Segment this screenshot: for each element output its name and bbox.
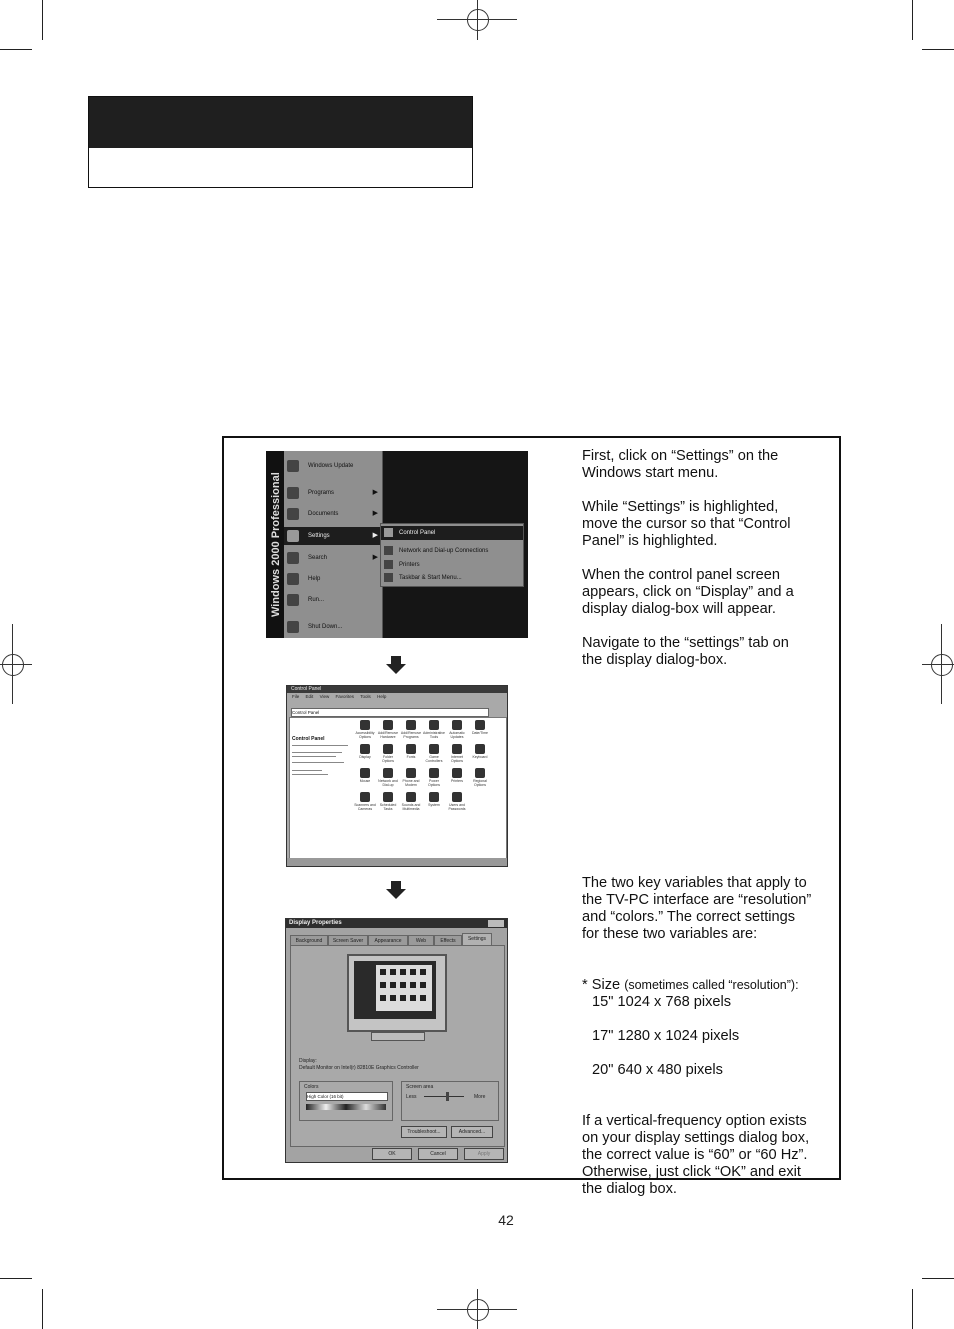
applet-icon <box>452 768 462 778</box>
applet-label: Fonts <box>406 755 416 759</box>
preview-desktop-icon <box>390 995 396 1001</box>
control-panel-titlebar: Control Panel <box>287 686 507 693</box>
instructions-bottom <box>582 875 827 1215</box>
submenu-item-network[interactable]: Network and Dial-up Connections <box>381 544 523 558</box>
network-icon <box>384 546 393 555</box>
crop-mark <box>912 0 913 40</box>
size-20: 20" 640 x 480 pixels <box>592 1062 723 1078</box>
size-settings <box>582 960 827 1096</box>
preview-desktop-icon <box>400 969 406 975</box>
tab-appearance[interactable]: Appearance <box>368 935 408 946</box>
start-menu-banner <box>266 451 284 638</box>
size-note: (sometimes called “resolution”): <box>624 978 799 992</box>
applet-label: Printers <box>450 779 464 783</box>
taskbar-icon <box>384 573 393 582</box>
control-panel-icon-item[interactable] <box>446 768 468 790</box>
help-icon <box>287 573 299 585</box>
tab-effects[interactable]: Effects <box>434 935 462 946</box>
start-menu-item-programs[interactable]: Programs ▶ <box>284 484 382 502</box>
start-menu-item-search[interactable]: Search ▶ <box>284 549 382 567</box>
monitor-preview <box>347 954 447 1032</box>
control-panel-icon-item[interactable] <box>377 720 399 742</box>
display-label: Display: <box>299 1058 317 1064</box>
applet-icon <box>360 768 370 778</box>
preview-desktop-icon <box>390 982 396 988</box>
cancel-button[interactable]: Cancel <box>418 1148 458 1160</box>
tab-web[interactable]: Web <box>408 935 434 946</box>
control-panel-icon-item[interactable] <box>446 792 468 814</box>
applet-label: Internet Options <box>450 755 464 763</box>
chevron-right-icon: ▶ <box>372 532 378 539</box>
instruction-vertical-frequency: If a vertical-frequency option exists on your display settings dialog box, the correct value is “60” or “60 Hz”. Otherwise, just click “OK” and exit the dialog box. <box>582 1113 810 1197</box>
header-band <box>89 97 472 148</box>
tab-settings[interactable]: Settings <box>462 933 492 946</box>
applet-label: Phone and Modem <box>402 779 420 787</box>
applet-label: Users and Passwords <box>448 803 466 811</box>
instruction-step-3: When the control panel screen appears, click on “Display” and a display dialog-box will appear. <box>582 567 794 617</box>
applet-label: Folder Options <box>381 755 395 763</box>
submenu-item-printers[interactable]: Printers <box>381 558 523 572</box>
display-value: Default Monitor on Intel(r) 82810E Graphics Controller <box>299 1065 419 1071</box>
programs-icon <box>287 487 299 499</box>
control-panel-icon-item[interactable] <box>469 744 491 766</box>
applet-icon <box>452 720 462 730</box>
start-menu-item-documents[interactable]: Documents ▶ <box>284 505 382 523</box>
crop-mark <box>0 49 32 50</box>
preview-desktop-icon <box>410 982 416 988</box>
control-panel-menubar <box>287 693 507 700</box>
applet-icon <box>452 792 462 802</box>
colors-label: Colors <box>304 1084 319 1090</box>
start-menu-item-shut-down[interactable]: Shut Down... <box>284 618 382 636</box>
control-panel-icon-item[interactable] <box>377 744 399 766</box>
instructions-top <box>582 448 827 686</box>
applet-label: Display <box>359 755 371 759</box>
applet-label: Administrative Tools <box>423 731 445 739</box>
menu-view[interactable]: View <box>319 694 330 699</box>
colors-select[interactable]: High Color (16 bit) <box>306 1092 388 1101</box>
start-menu-screenshot <box>266 451 528 638</box>
applet-icon <box>383 744 393 754</box>
menu-edit[interactable]: Edit <box>305 694 314 699</box>
instruction-step-4: Navigate to the “settings” tab on the display dialog-box. <box>582 635 789 668</box>
applet-label: Date/Time <box>471 731 488 735</box>
applet-label: Automatic Updates <box>449 731 465 739</box>
display-properties-screenshot <box>285 918 508 1163</box>
crop-mark <box>0 1278 32 1279</box>
size-17: 17" 1280 x 1024 pixels <box>592 1028 740 1044</box>
page-number: 42 <box>498 1212 514 1228</box>
monitor-preview-screen <box>354 961 436 1019</box>
control-panel-heading: Control Panel <box>292 736 325 742</box>
control-panel-content <box>289 717 507 860</box>
control-panel-icon-item[interactable] <box>446 744 468 766</box>
windows-update-icon <box>287 460 299 472</box>
crop-mark <box>912 1289 913 1329</box>
applet-label: Network and Dial-up <box>378 779 398 787</box>
control-panel-icon-item[interactable] <box>354 768 376 790</box>
applet-label: Scanners and Cameras <box>354 803 376 811</box>
status-bar <box>287 858 507 866</box>
settings-submenu <box>380 523 524 587</box>
applet-icon <box>406 744 416 754</box>
control-panel-icon-item[interactable] <box>423 792 445 814</box>
troubleshoot-button[interactable]: Troubleshoot... <box>401 1126 447 1138</box>
preview-desktop-icon <box>380 995 386 1001</box>
shutdown-icon <box>287 621 299 633</box>
crop-mark <box>42 0 43 40</box>
preview-desktop-icon <box>380 969 386 975</box>
applet-label: Add/Remove Programs <box>400 731 422 739</box>
applet-icon <box>360 744 370 754</box>
preview-desktop-icon <box>410 995 416 1001</box>
tab-screen-saver[interactable]: Screen Saver <box>328 935 368 946</box>
menu-file[interactable]: File <box>292 694 300 699</box>
ok-button[interactable]: OK <box>372 1148 412 1160</box>
search-icon <box>287 552 299 564</box>
control-panel-icon-item[interactable] <box>377 768 399 790</box>
control-panel-icon-item[interactable] <box>354 744 376 766</box>
applet-label: Power Options <box>427 779 441 787</box>
applet-icon <box>360 720 370 730</box>
applet-icon <box>383 768 393 778</box>
control-panel-icon-item[interactable] <box>400 744 422 766</box>
applet-label: Regional Options <box>473 779 487 787</box>
control-panel-icon-item[interactable] <box>377 792 399 814</box>
screen-area-less: Less <box>406 1094 417 1100</box>
header-block <box>88 96 473 188</box>
applet-icon <box>383 720 393 730</box>
preview-window <box>376 965 432 1011</box>
submenu-item-taskbar[interactable]: Taskbar & Start Menu... <box>381 571 523 585</box>
printer-icon <box>384 560 393 569</box>
start-menu <box>284 451 383 638</box>
preview-desktop-icon <box>400 982 406 988</box>
chevron-right-icon: ▶ <box>372 510 378 517</box>
applet-icon <box>475 744 485 754</box>
preview-desktop-icon <box>400 995 406 1001</box>
submenu-item-control-panel[interactable]: Control Panel <box>381 526 523 540</box>
control-panel-icon-item[interactable] <box>354 792 376 814</box>
control-panel-icon-item[interactable] <box>423 744 445 766</box>
applet-label: Add/Remove Hardware <box>377 731 399 739</box>
preview-desktop-icon <box>420 995 426 1001</box>
applet-icon <box>406 768 416 778</box>
crop-mark <box>922 49 954 50</box>
colors-group <box>299 1081 393 1121</box>
start-menu-item-windows-update[interactable]: Windows Update <box>284 457 382 475</box>
color-palette-bar <box>306 1104 386 1110</box>
control-panel-icon-item[interactable] <box>400 720 422 742</box>
crop-mark <box>42 1289 43 1329</box>
control-panel-icon-item[interactable] <box>354 720 376 742</box>
applet-icon <box>475 768 485 778</box>
display-properties-titlebar: Display Properties <box>286 919 507 928</box>
start-menu-item-run[interactable]: Run... <box>284 591 382 609</box>
applet-icon <box>429 768 439 778</box>
preview-desktop-icon <box>410 969 416 975</box>
applet-label: Accessibility Options <box>355 731 375 739</box>
control-panel-icon-item[interactable] <box>400 792 422 814</box>
applet-icon <box>406 720 416 730</box>
settings-tab-panel <box>290 945 505 1147</box>
control-panel-icon-item[interactable] <box>469 768 491 790</box>
chevron-right-icon: ▶ <box>372 489 378 496</box>
preview-desktop-icon <box>420 969 426 975</box>
screen-area-group <box>401 1081 499 1121</box>
tab-background[interactable]: Background <box>290 935 328 946</box>
control-panel-icon-item[interactable] <box>423 768 445 790</box>
applet-icon <box>406 792 416 802</box>
applet-icon <box>475 720 485 730</box>
applet-icon <box>429 720 439 730</box>
control-panel-icon-item[interactable] <box>400 768 422 790</box>
applet-label: Keyboard <box>472 755 488 759</box>
crop-mark <box>922 1278 954 1279</box>
screen-area-slider-track[interactable] <box>424 1096 464 1097</box>
control-panel-icon <box>384 528 393 537</box>
display-properties-tabs <box>290 935 505 945</box>
control-panel-icon-item[interactable] <box>423 720 445 742</box>
size-15: 15" 1024 x 768 pixels <box>592 994 732 1010</box>
applet-label: System <box>428 803 440 807</box>
start-menu-item-settings[interactable]: Settings ▶ <box>284 527 382 545</box>
window-controls[interactable] <box>488 920 504 927</box>
monitor-stand <box>371 1032 425 1041</box>
control-panel-screenshot <box>286 685 508 867</box>
preview-desktop-icon <box>380 982 386 988</box>
advanced-button[interactable]: Advanced... <box>451 1126 493 1138</box>
size-prefix: * Size <box>582 977 625 993</box>
run-icon <box>287 594 299 606</box>
applet-label: Game Controllers <box>425 755 443 763</box>
screen-area-more: More <box>474 1094 486 1100</box>
apply-button[interactable]: Apply <box>464 1148 504 1160</box>
preview-desktop-icon <box>390 969 396 975</box>
applet-icon <box>360 792 370 802</box>
start-menu-banner-text: Windows 2000 Professional <box>270 472 282 617</box>
control-panel-icon-grid <box>354 720 504 850</box>
address-bar[interactable]: Control Panel <box>291 708 489 717</box>
menu-tools[interactable]: Tools <box>360 694 371 699</box>
documents-icon <box>287 508 299 520</box>
start-menu-item-help[interactable]: Help <box>284 570 382 588</box>
chevron-right-icon: ▶ <box>372 554 378 561</box>
preview-desktop-icon <box>420 982 426 988</box>
screen-area-label: Screen area <box>406 1084 434 1090</box>
control-panel-icon-item[interactable] <box>469 720 491 742</box>
settings-icon <box>287 530 299 542</box>
menu-help[interactable]: Help <box>377 694 387 699</box>
instruction-key-variables: The two key variables that apply to the TV-PC interface are “resolution” and “colors.” The correct settings for these two variables are: <box>582 875 812 942</box>
menu-favorites[interactable]: Favorites <box>335 694 355 699</box>
applet-icon <box>429 792 439 802</box>
instruction-step-2: While “Settings” is highlighted, move the cursor so that “Control Panel” is highlighted. <box>582 499 791 549</box>
instruction-step-1: First, click on “Settings” on the Windows start menu. <box>582 448 779 481</box>
applet-icon <box>452 744 462 754</box>
screen-area-slider-thumb[interactable] <box>446 1092 449 1101</box>
applet-label: Mouse <box>359 779 371 783</box>
control-panel-sidebar <box>292 720 350 820</box>
control-panel-icon-item[interactable] <box>446 720 468 742</box>
applet-label: Sounds and Multimedia <box>401 803 421 811</box>
applet-icon <box>429 744 439 754</box>
applet-icon <box>383 792 393 802</box>
applet-label: Scheduled Tasks <box>379 803 397 811</box>
